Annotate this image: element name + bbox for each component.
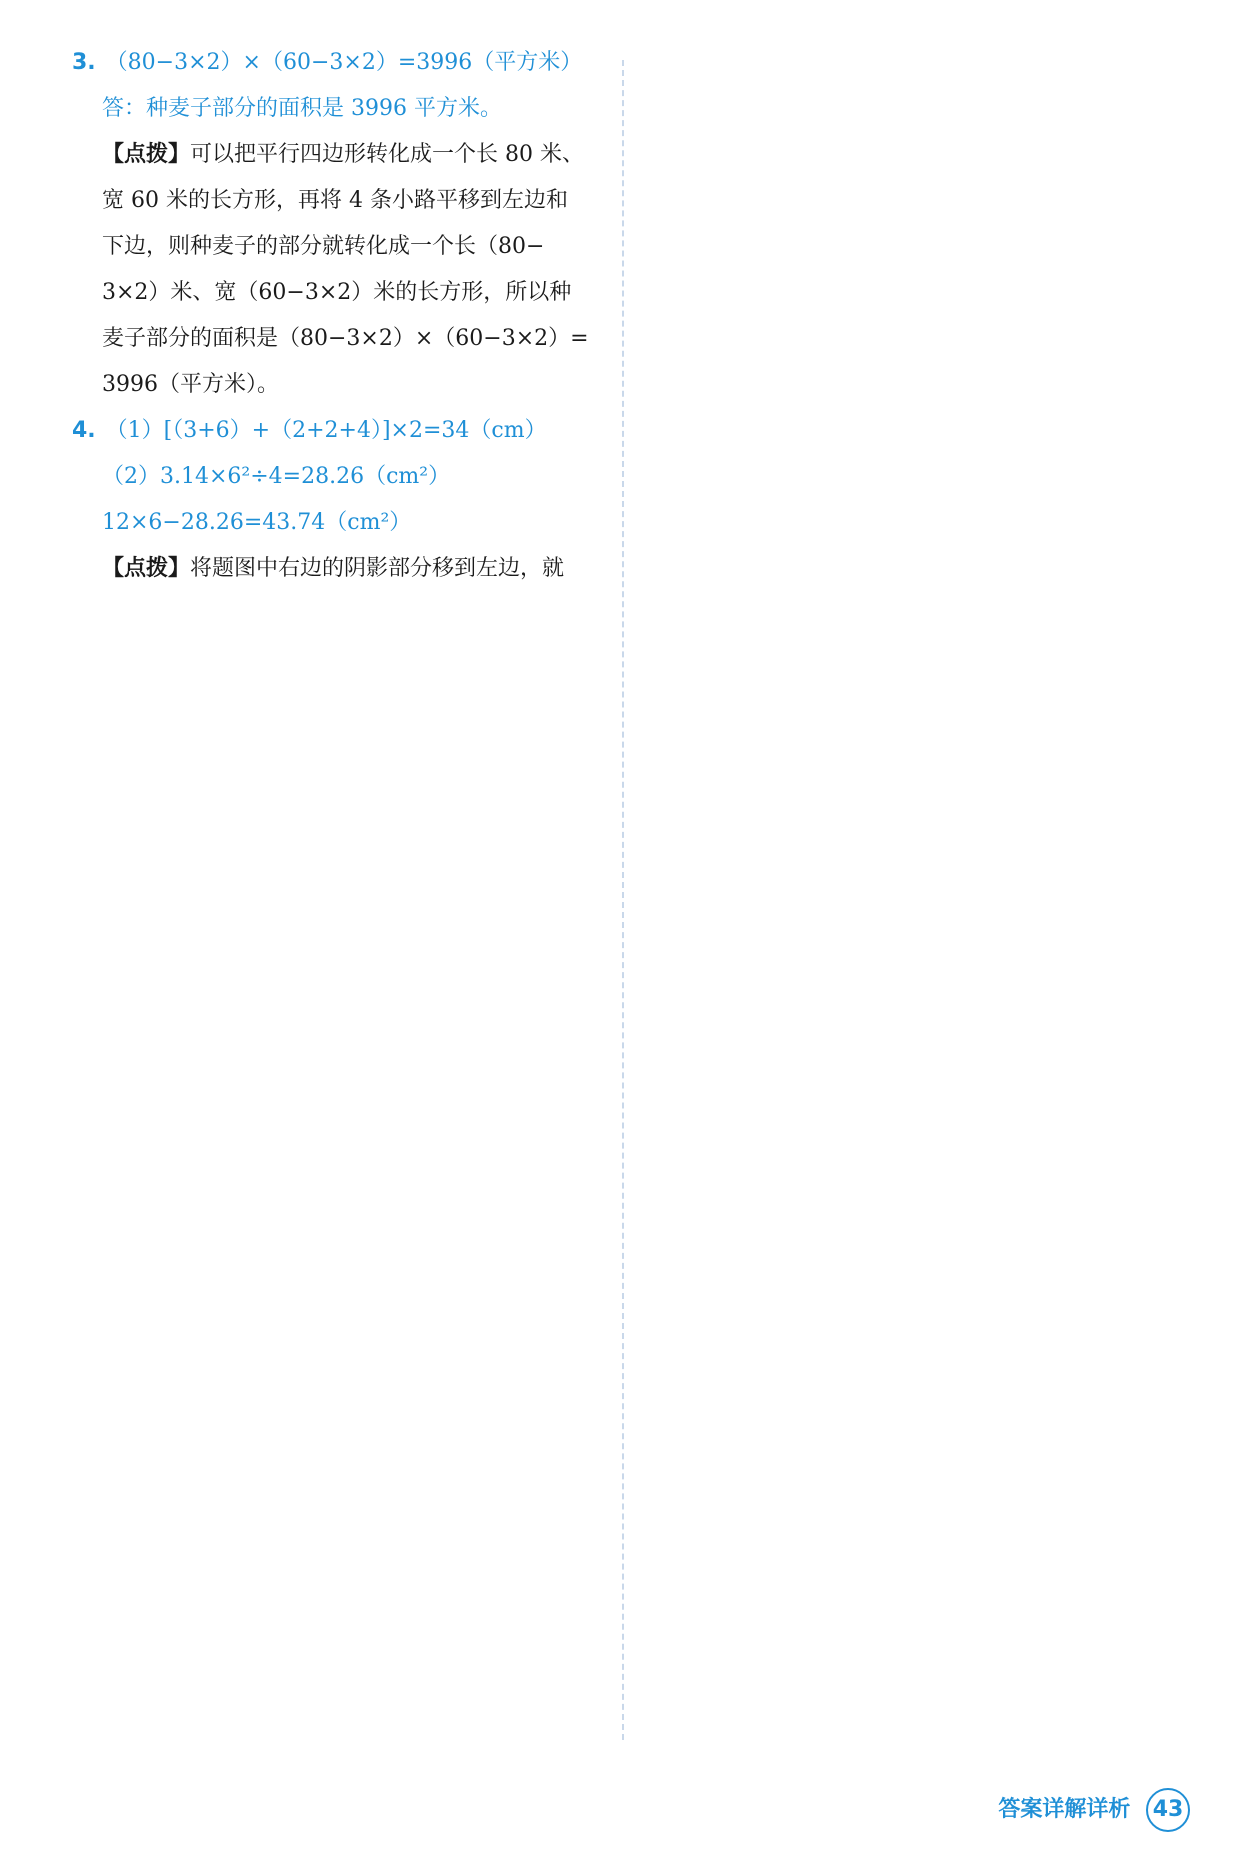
text-line bbox=[72, 362, 612, 408]
line-text: 3×2）米、宽（60−3×2）米的长方形，所以种 bbox=[102, 280, 572, 305]
item-number: 3. bbox=[72, 50, 96, 75]
column-divider bbox=[622, 60, 624, 1740]
page-footer bbox=[998, 1788, 1190, 1832]
text-line bbox=[72, 546, 612, 592]
text-line bbox=[72, 454, 612, 500]
line-text: （1）[（3+6）+（2+2+4）]×2=34（cm） bbox=[105, 418, 547, 443]
line-text: 麦子部分的面积是（80−3×2）×（60−3×2）= bbox=[102, 326, 589, 351]
text-line bbox=[72, 316, 612, 362]
page-number: 43 bbox=[1146, 1788, 1190, 1832]
text-line bbox=[72, 40, 612, 86]
hint-tag: 【点拨】 bbox=[102, 556, 191, 581]
text-line bbox=[72, 408, 612, 454]
line-text: （2）3.14×6²÷4=28.26（cm²） bbox=[102, 464, 451, 489]
line-text: （80−3×2）×（60−3×2）=3996（平方米） bbox=[105, 50, 583, 75]
line-text: 可以把平行四边形转化成一个长 80 米、 bbox=[190, 142, 584, 167]
line-text: 12×6−28.26=43.74（cm²） bbox=[102, 510, 412, 535]
text-line bbox=[72, 500, 612, 546]
text-line bbox=[72, 178, 612, 224]
line-text: 宽 60 米的长方形，再将 4 条小路平移到左边和 bbox=[102, 188, 568, 213]
line-text: 3996（平方米）。 bbox=[102, 372, 279, 397]
line-text: 答：种麦子部分的面积是 3996 平方米。 bbox=[102, 96, 502, 121]
item-number: 4. bbox=[72, 418, 96, 443]
line-text: 将题图中右边的阴影部分移到左边，就 bbox=[190, 556, 565, 581]
hint-tag: 【点拨】 bbox=[102, 142, 191, 167]
left-column bbox=[72, 40, 612, 592]
text-line bbox=[72, 224, 612, 270]
text-line bbox=[72, 132, 612, 178]
footer-label: 答案详解详析 bbox=[998, 1797, 1131, 1822]
line-text: 下边，则种麦子的部分就转化成一个长（80− bbox=[102, 234, 545, 259]
text-line bbox=[72, 270, 612, 316]
text-line bbox=[72, 86, 612, 132]
